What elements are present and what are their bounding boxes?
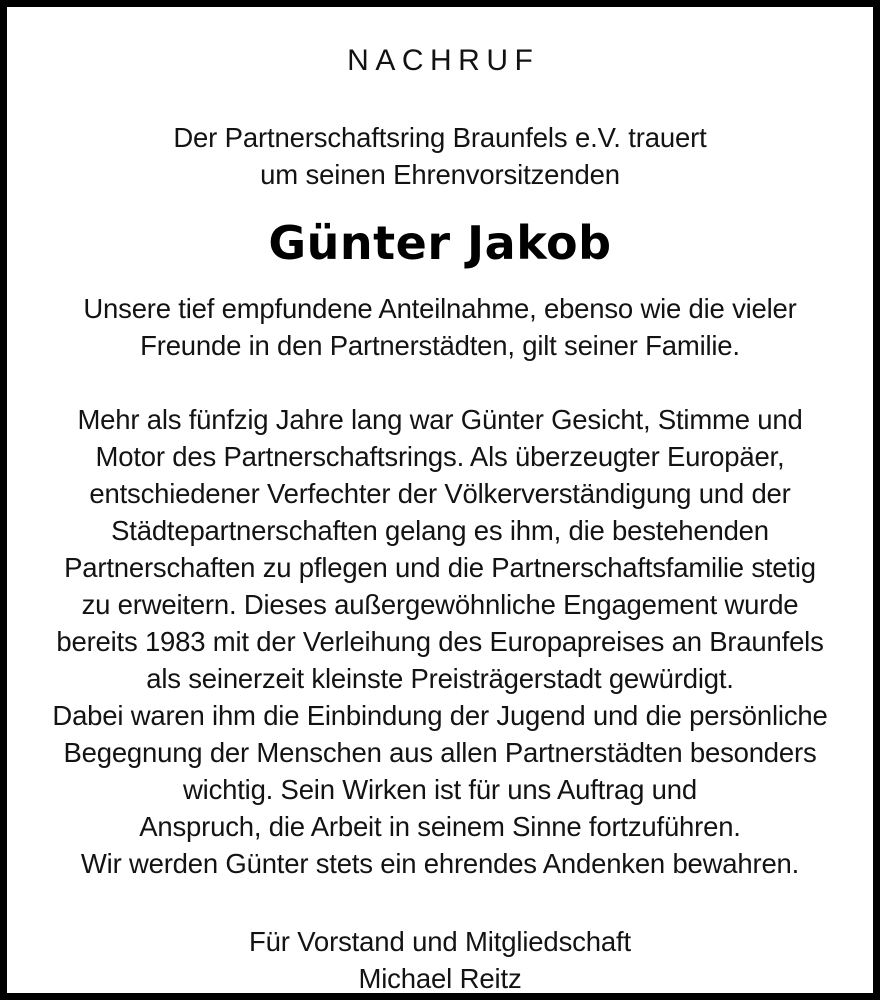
- body-line: Anspruch, die Arbeit in seinem Sinne fortzuführen.: [139, 811, 741, 843]
- body-line: entschiedener Verfechter der Völkerverständigung und der: [89, 478, 791, 510]
- intro-line: um seinen Ehrenvorsitzenden: [260, 158, 620, 190]
- body-line: Städtepartnerschaften gelang es ihm, die bestehenden: [111, 515, 769, 547]
- body-line: Dabei waren ihm die Einbindung der Jugend und die persönliche: [52, 700, 828, 732]
- body-line: Mehr als fünfzig Jahre lang war Günter Gesicht, Stimme und: [77, 404, 803, 436]
- intro-block: [29, 119, 851, 193]
- body-line: Freunde in den Partnerstädten, gilt seiner Familie.: [140, 330, 740, 362]
- deceased-name: Günter Jakob: [268, 215, 612, 270]
- body-line: als seinerzeit kleinste Preisträgerstadt gewürdigt.: [146, 663, 734, 695]
- body-paragraph: [29, 290, 851, 364]
- intro-line: Der Partnerschaftsring Braunfels e.V. trauert: [173, 121, 707, 153]
- body-line: zu erweitern. Dieses außergewöhnliche Engagement wurde: [81, 589, 799, 621]
- body-paragraph: [29, 401, 851, 882]
- body-line: Motor des Partnerschaftsrings. Als überzeugter Europäer,: [95, 441, 785, 473]
- body-line: wichtig. Sein Wirken ist für uns Auftrag und: [183, 774, 697, 806]
- body-line: Partnerschaften zu pflegen und die Partnerschaftsfamilie stetig: [64, 552, 816, 584]
- notice-kicker-heading: NACHRUF: [347, 44, 540, 77]
- obituary-content: [7, 7, 873, 993]
- obituary-body: [29, 290, 851, 882]
- signature-block: [29, 923, 851, 997]
- signature-role: Für Vorstand und Mitgliedschaft: [248, 926, 632, 958]
- body-line: Wir werden Günter stets ein ehrendes Andenken bewahren.: [80, 848, 800, 880]
- signature-name: Michael Reitz: [358, 963, 522, 995]
- body-line: Begegnung der Menschen aus allen Partnerstädten besonders: [63, 737, 817, 769]
- body-line: Unsere tief empfundene Anteilnahme, ebenso wie die vieler: [83, 293, 797, 325]
- body-line: bereits 1983 mit der Verleihung des Europapreises an Braunfels: [56, 626, 824, 658]
